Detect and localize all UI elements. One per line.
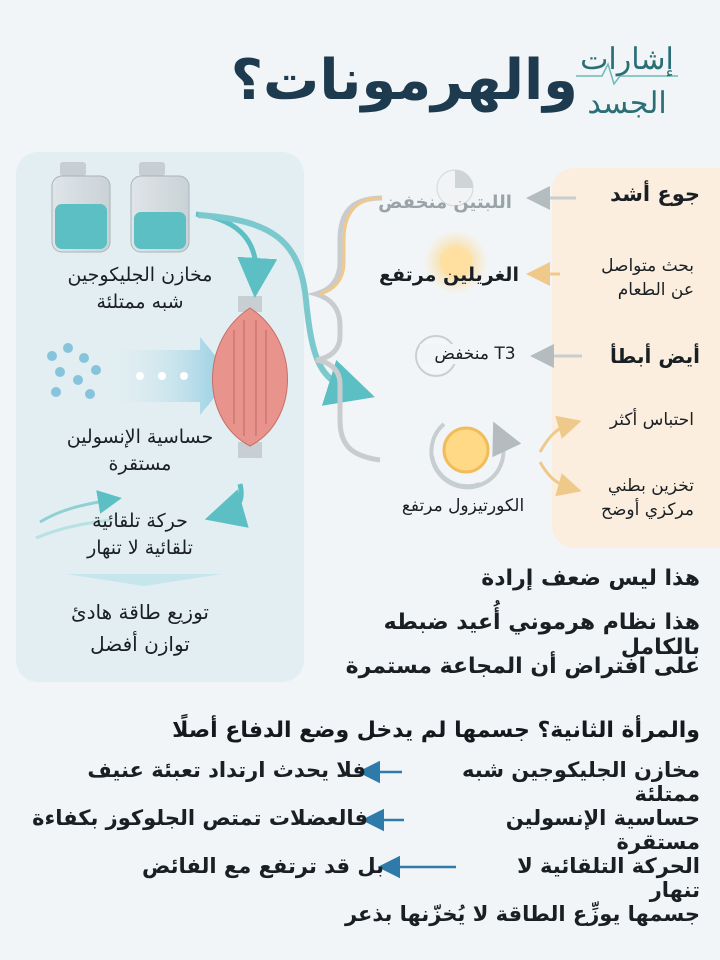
ghrelin-label: الغريلين مرتفع bbox=[379, 264, 519, 286]
row-3-effect: بل قد ترتفع مع الفائض bbox=[141, 854, 384, 878]
page-title: والهرمونات؟ bbox=[230, 48, 578, 113]
storage-label: تخزين بطني مركزي أوضح bbox=[600, 476, 694, 520]
row-2-cause: حساسية الإنسولين مستقرة bbox=[505, 806, 700, 854]
row-1-cause: مخازن الجليكوجين شبه ممتلئة bbox=[462, 758, 700, 806]
second-woman-heading: والمرأة الثانية؟ جسمها لم يدخل وضع الدفاع أصلًا bbox=[172, 718, 700, 743]
movement-label: حركة تلقائية تلقائية لا تنهار bbox=[87, 510, 193, 559]
bracket bbox=[316, 198, 382, 460]
hunger-label: جوع أشد bbox=[610, 182, 700, 206]
row-3-cause: الحركة التلقائية لا تنهار bbox=[517, 854, 700, 902]
glycogen-jar-icon bbox=[52, 162, 189, 252]
arrow bbox=[540, 462, 570, 488]
search-label: بحث متواصل عن الطعام bbox=[601, 256, 694, 300]
t3-label: T3 منخفض bbox=[420, 344, 530, 364]
statement-2: هذا نظام هرموني أُعيد ضبطه بالكامل bbox=[383, 610, 700, 660]
leptin-label: اللبتين منخفض bbox=[378, 192, 512, 213]
cortisol-icon bbox=[431, 424, 503, 487]
glycogen-label: مخازن الجليكوجين شبه ممتلئة bbox=[67, 264, 213, 313]
row-2-effect: فالعضلات تمتص الجلوكوز بكفاءة bbox=[32, 806, 368, 830]
logo-word-2: الجسد bbox=[587, 86, 667, 121]
statement-1: هذا ليس ضعف إرادة bbox=[481, 566, 700, 591]
logo-word-1: إشارات bbox=[580, 42, 674, 77]
closing-line: جسمها يوزِّع الطاقة لا يُخزّنها بذعر bbox=[344, 902, 700, 926]
statement-3: على افتراض أن المجاعة مستمرة bbox=[345, 654, 700, 679]
energy-label: توزيع طاقة هادئ توازن أفضل bbox=[71, 600, 209, 656]
insulin-label: حساسية الإنسولين مستقرة bbox=[66, 426, 214, 475]
row-1-effect: فلا يحدث ارتداد تعبئة عنيف bbox=[87, 758, 366, 782]
cortisol-label: الكورتيزول مرتفع bbox=[401, 496, 525, 516]
metabolism-label: أيض أبطأ bbox=[610, 344, 700, 368]
retention-label: احتباس أكثر bbox=[609, 410, 694, 430]
arrow bbox=[540, 424, 570, 452]
insulin-stream-icon bbox=[47, 337, 232, 415]
